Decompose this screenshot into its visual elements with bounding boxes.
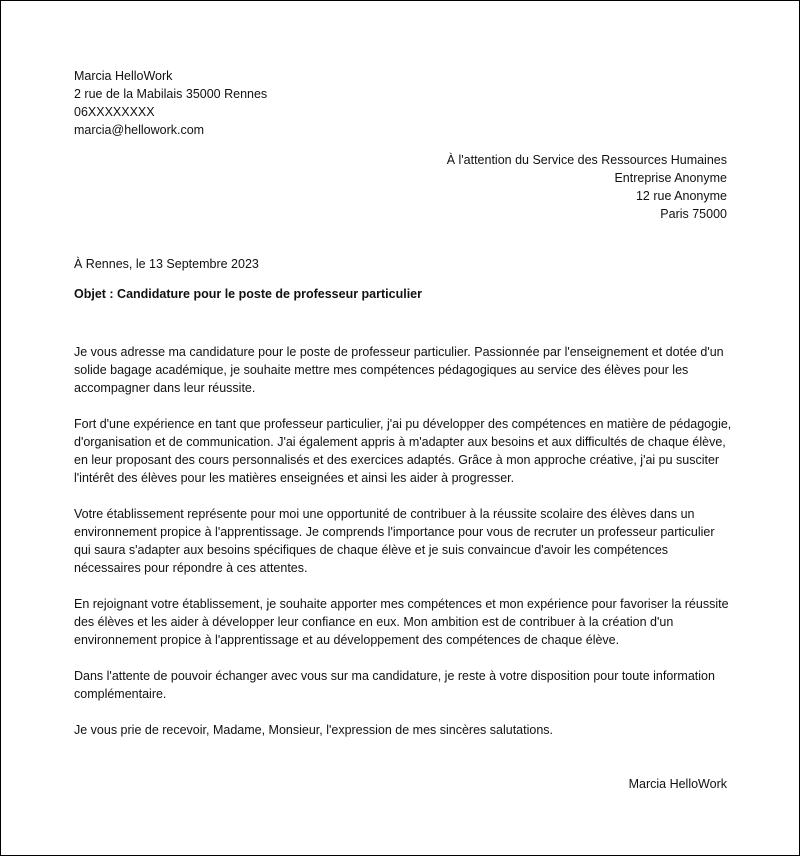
- body-paragraph-ambition: En rejoignant votre établissement, je souhaite apporter mes compétences et mon expérience pour favoriser la réussite des élèves et les aider à développer leur confiance en eux. Mon ambition est de contribuer à la création d'un environnement propice à l'apprentissage et au développement des compétences de chaque élève.: [74, 597, 729, 647]
- body-paragraph-closing: Je vous prie de recevoir, Madame, Monsieur, l'expression de mes sincères salutations.: [74, 723, 554, 737]
- sender-email: marcia@hellowork.com: [74, 123, 205, 137]
- body-paragraph-availability: Dans l'attente de pouvoir échanger avec vous sur ma candidature, je reste à votre disposition pour toute information complémentaire.: [74, 669, 715, 701]
- sender-address: 2 rue de la Mabilais 35000 Rennes: [74, 87, 268, 101]
- signature: Marcia HelloWork: [628, 777, 727, 791]
- recipient-city: Paris 75000: [660, 207, 727, 221]
- sender-phone: 06XXXXXXXX: [74, 105, 155, 119]
- body-paragraph-intro: Je vous adresse ma candidature pour le poste de professeur particulier. Passionnée par l'enseignement et dotée d'un solide bagage académique, je souhaite mettre mes compétences pédagogiques au service des élèves pour les accompagner dans leur réussite.: [74, 345, 724, 395]
- letter-subject: Objet : Candidature pour le poste de professeur particulier: [74, 287, 422, 301]
- recipient-street: 12 rue Anonyme: [635, 189, 727, 203]
- recipient-block: [447, 151, 727, 223]
- letter-date: À Rennes, le 13 Septembre 2023: [74, 257, 259, 271]
- body-paragraph-experience: Fort d'une expérience en tant que professeur particulier, j'ai pu développer des compétences en matière de pédagogie, d'organisation et de communication. J'ai également appris à m'adapter aux besoins et aux difficultés de chaque élève, en leur proposant des cours personnalisés et des exercices adaptés. Grâce à mon approche créative, j'ai pu susciter l'intérêt des élèves pour les matières enseignées et ainsi les aider à progresser.: [74, 417, 732, 485]
- letter-body: [74, 343, 734, 757]
- recipient-attention: À l'attention du Service des Ressources Humaines: [446, 153, 727, 167]
- sender-name: Marcia HelloWork: [74, 69, 173, 83]
- recipient-company: Entreprise Anonyme: [614, 171, 727, 185]
- sender-block: [74, 67, 267, 139]
- body-paragraph-establishment: Votre établissement représente pour moi une opportunité de contribuer à la réussite scolaire des élèves dans un environnement propice à l'apprentissage. Je comprends l'importance pour vous de recruter un professeur particulier qui saura s'adapter aux besoins spécifiques de chaque élève et je suis convaincue d'avoir les compétences nécessaires pour répondre à ces attentes.: [74, 507, 715, 575]
